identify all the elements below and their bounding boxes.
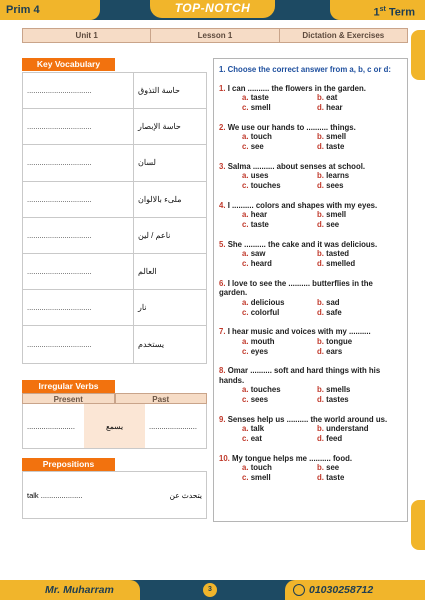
option-text: eat [250,434,262,443]
question-stem: Omar .......... soft and hard things with his hands. [219,366,381,385]
option-letter: b. [317,424,324,433]
option-text: learns [326,171,350,180]
question-number: 6. [219,278,226,288]
option-text: eyes [250,346,269,356]
option-text: feed [326,434,343,443]
term-label [330,0,425,20]
term-number: 1 [373,6,380,19]
question-stem: I can .......... the flowers in the garden. [227,83,366,93]
option-text: heard [250,259,272,268]
vocab-arabic: حاسة الإبصار [138,122,181,132]
question-item [219,201,401,231]
question-stem: Senses help us .......... the world around us. [227,414,388,424]
answer-option[interactable] [317,473,392,483]
option-text: taste [326,473,345,482]
option-letter: d. [317,103,324,112]
option-letter: c. [242,346,249,356]
option-letter: a. [242,171,249,180]
option-text: tongue [326,336,353,346]
option-letter: c. [242,103,249,112]
option-text: eat [326,93,338,102]
option-letter: a. [242,336,249,346]
option-text: smell [326,132,347,141]
vocab-arabic: ملىء بالالوان [138,194,182,204]
option-text: colorful [250,307,280,317]
vocab-row [23,254,206,290]
answer-option[interactable] [242,424,317,434]
option-text: smell [250,473,271,482]
option-letter: b. [317,210,324,219]
option-text: tasted [326,249,350,258]
option-letter: d. [317,473,324,482]
questions-box [213,58,408,522]
answer-option[interactable] [242,132,317,142]
question-stem: She .......... the cake and it was delicious. [227,239,378,249]
option-text: taste [250,93,269,102]
term-word: Term [388,6,415,19]
question-text [219,279,401,298]
answer-option[interactable] [317,298,392,308]
present-col-header: Present [22,393,115,404]
option-letter: b. [317,297,324,307]
options-grid [219,385,401,405]
vocab-blank[interactable]: ............................... [23,145,134,180]
prepositions-table [22,471,207,519]
options-grid [219,249,401,269]
option-letter: b. [317,463,324,472]
vocab-blank[interactable]: ............................... [23,254,134,289]
answer-option[interactable] [317,210,392,220]
option-letter: a. [242,424,249,433]
answer-option[interactable] [317,434,392,444]
phone-block [285,580,425,600]
option-letter: b. [317,336,324,346]
vocab-row [23,290,206,326]
answer-option[interactable] [317,142,392,152]
option-text: touch [250,463,272,472]
question-text [219,162,401,172]
grade-label: Prim 4 [0,0,100,20]
option-letter: c. [242,473,249,482]
vocab-arabic: ناعم / لين [138,230,171,240]
vocab-heading: Key Vocabulary [22,58,115,71]
answer-option[interactable] [317,93,392,103]
option-text: taste [326,142,345,151]
answer-option[interactable] [242,337,317,347]
irregular-row [22,404,207,449]
answer-option[interactable] [317,308,392,318]
answer-option[interactable] [317,424,392,434]
answer-option[interactable] [242,259,317,269]
option-letter: a. [242,93,249,102]
question-number: 4. [219,200,226,210]
option-text: safe [326,307,342,317]
vocab-row [23,326,206,362]
answer-option[interactable] [242,434,317,444]
option-letter: d. [317,395,324,404]
answer-option[interactable] [242,463,317,473]
question-text [219,327,401,337]
answer-option[interactable] [242,181,317,191]
answer-option[interactable] [242,103,317,113]
option-text: touches [250,385,281,394]
past-col-header: Past [115,393,208,404]
option-letter: b. [317,249,324,258]
option-letter: c. [242,395,249,404]
answer-option[interactable] [242,93,317,103]
vocab-row [23,145,206,181]
side-tab-top [411,30,425,80]
answer-option[interactable] [242,395,317,405]
question-text [219,366,401,385]
options-grid [219,298,401,318]
answer-option[interactable] [317,395,392,405]
vocab-blank[interactable]: ............................... [23,182,134,217]
option-text: talk [250,424,265,433]
questions-title: 1. Choose the correct answer from a, b, c or d: [219,65,392,74]
option-text: uses [250,171,269,180]
vocab-row [23,73,206,109]
question-text [219,201,401,211]
options-grid [219,424,401,444]
question-stem: I love to see the .......... butterflies in the garden. [219,278,373,297]
option-letter: b. [317,171,324,180]
answer-option[interactable] [242,171,317,181]
question-text [219,240,401,250]
question-text [219,454,401,464]
option-text: touches [250,181,281,190]
option-text: touch [250,132,272,141]
option-letter: c. [242,307,249,317]
answer-option[interactable] [317,249,392,259]
option-letter: a. [242,297,249,307]
option-text: mouth [250,336,275,346]
option-text: smells [326,385,351,394]
option-text: smell [250,103,271,112]
vocab-row [23,109,206,145]
question-number: 5. [219,239,226,249]
question-stem: Salma .......... about senses at school. [227,161,366,171]
option-text: sees [250,395,269,404]
option-text: taste [250,220,269,229]
prepositions-heading: Prepositions [22,458,115,471]
answer-option[interactable] [317,181,392,191]
question-item [219,162,401,192]
answer-option[interactable] [242,473,317,483]
question-stem: My tongue helps me .......... food. [232,453,353,463]
question-stem: I hear music and voices with my .......... [227,327,371,336]
option-text: see [250,142,264,151]
option-text: see [326,463,340,472]
prepositions-row [22,471,207,519]
option-letter: c. [242,142,249,151]
options-grid [219,463,401,483]
option-text: hear [250,210,268,219]
question-item [219,240,401,270]
question-text [219,84,401,94]
question-stem: We use our hands to .......... things. [227,122,356,132]
answer-option[interactable] [242,142,317,152]
option-letter: c. [242,220,249,229]
option-text: ears [326,346,343,356]
answer-option[interactable] [242,249,317,259]
answer-option[interactable] [242,220,317,230]
option-letter: a. [242,249,249,258]
vocab-arabic: يستخدم [138,339,165,349]
page-header [0,0,425,20]
irregular-table [22,393,207,449]
option-text: smell [326,210,347,219]
question-item [219,454,401,484]
term-suffix: st [379,6,386,13]
vocab-arabic: العالم [138,267,157,277]
brand-title: TOP-NOTCH [150,0,275,18]
lesson-label: Lesson 1 [151,29,279,42]
question-number: 1. [219,83,226,93]
whatsapp-icon [293,584,305,596]
option-letter: d. [317,220,324,229]
question-stem: I .......... colors and shapes with my eyes. [227,200,378,210]
vocab-blank[interactable]: ............................... [23,326,134,362]
page-footer [0,580,425,600]
option-letter: b. [317,385,324,394]
unit-label: Unit 1 [23,29,151,42]
preposition-blank[interactable]: talk .................... [27,490,83,500]
question-item [219,279,401,318]
question-number: 8. [219,366,226,375]
question-number: 2. [219,122,226,132]
irregular-heading: Irregular Verbs [22,380,115,393]
phone-number: 01030258712 [309,584,374,596]
option-text: hear [326,103,343,112]
vocab-arabic: نار [138,303,147,313]
answer-option[interactable] [242,210,317,220]
question-item [219,327,401,357]
option-letter: b. [317,132,324,141]
option-letter: a. [242,132,249,141]
answer-option[interactable] [242,308,317,318]
answer-option[interactable] [242,298,317,308]
question-item [219,366,401,405]
option-letter: d. [317,307,324,317]
question-item [219,123,401,153]
vocab-blank[interactable]: ............................... [23,290,134,325]
answer-option[interactable] [242,347,317,357]
vocab-arabic: لسان [138,158,156,168]
page-number: 3 [203,583,217,597]
option-letter: c. [242,434,249,443]
vocab-row [23,182,206,218]
option-text: sad [326,297,340,307]
option-letter: b. [317,93,324,102]
option-letter: a. [242,463,249,472]
question-item [219,84,401,114]
present-blank[interactable]: ....................... [27,421,75,431]
author-name: Mr. Muharram [0,580,140,600]
past-blank[interactable]: ....................... [149,421,197,431]
vocab-arabic: حاسة التذوق [138,86,180,96]
option-letter: d. [317,259,324,268]
option-text: tastes [326,395,349,404]
option-text: sees [326,181,344,190]
option-letter: a. [242,385,249,394]
question-number: 9. [219,414,226,424]
vocab-row [23,218,206,254]
vocab-blank[interactable]: ............................... [23,218,134,253]
option-text: understand [326,424,369,433]
options-grid [219,337,401,357]
options-grid [219,132,401,152]
option-letter: d. [317,181,324,190]
option-text: saw [250,249,266,258]
answer-option[interactable] [317,259,392,269]
answer-option[interactable] [317,337,392,347]
question-text [219,415,401,425]
option-letter: d. [317,142,324,151]
unit-bar [22,28,408,43]
option-letter: d. [317,434,324,443]
vocab-blank[interactable]: ............................... [23,73,134,108]
question-number: 3. [219,161,226,171]
answer-option[interactable] [317,132,392,142]
preposition-arabic: يتحدث عن [169,490,202,500]
options-grid [219,210,401,230]
question-text [219,123,401,133]
answer-option[interactable] [317,220,392,230]
answer-option[interactable] [317,463,392,473]
option-text: smelled [326,259,356,268]
options-grid [219,171,401,191]
answer-option[interactable] [317,171,392,181]
option-text: delicious [250,297,285,307]
topic-label: Dictation & Exercises [302,31,385,40]
vocab-table [22,72,207,364]
options-grid [219,93,401,113]
side-tab-bottom [411,500,425,550]
question-item [219,415,401,445]
option-letter: c. [242,181,249,190]
answer-option[interactable] [317,385,392,395]
answer-option[interactable] [242,385,317,395]
answer-option[interactable] [317,347,392,357]
irregular-arabic: يسمع [84,404,145,448]
vocab-blank[interactable]: ............................... [23,109,134,144]
question-number: 7. [219,327,226,336]
question-list [219,84,401,484]
question-number: 10. [219,453,230,463]
irregular-header-row [22,393,207,404]
answer-option[interactable] [317,103,392,113]
option-text: see [326,220,340,229]
option-letter: c. [242,259,249,268]
option-letter: d. [317,346,324,356]
option-letter: a. [242,210,249,219]
